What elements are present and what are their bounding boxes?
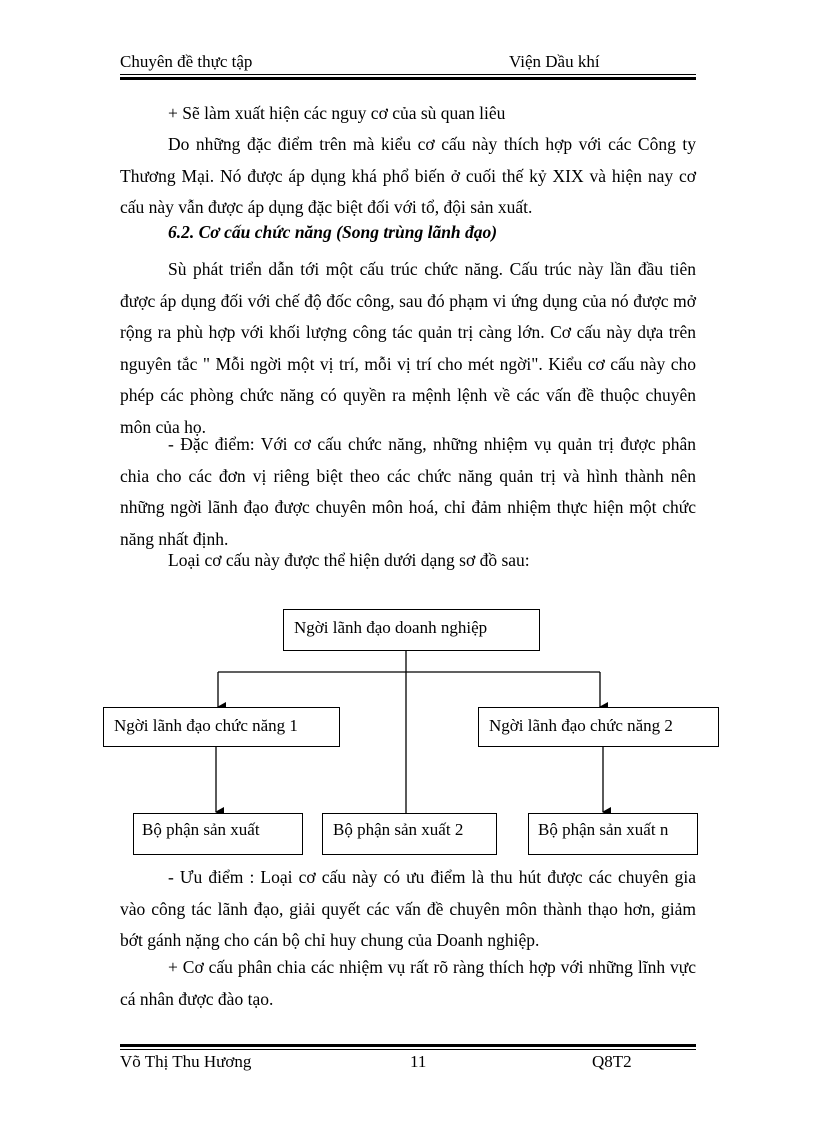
box-production-unit-n: Bộ phận sản xuất n [528,813,698,855]
footer-code: Q8T2 [592,1052,632,1071]
header-right: Viện Dầu khí [509,52,600,71]
footer-rule-thick [120,1044,696,1047]
box-enterprise-leader: Ngời lãnh đạo doanh nghiệp [283,609,540,651]
paragraph-1: + Sẽ làm xuất hiện các nguy cơ của sù quan liêu [168,103,506,123]
footer-rule-thin [120,1049,696,1050]
header-left: Chuyên đề thực tập [120,52,253,71]
paragraph-6: - Ưu điểm : Loại cơ cấu này có ưu điểm là thu hút được các chuyên gia vào công tác lãnh đạo, giải quyết các vấn đề chuyên môn thành thạo hơn, giảm bớt gánh nặng cho cán bộ chỉ huy chung của Doanh nghiệp. [120,867,696,950]
paragraph-5: Loại cơ cấu này được thể hiện dưới dạng sơ đồ sau: [168,550,530,570]
box-production-unit-1: Bộ phận sản xuất [133,813,303,855]
box-production-unit-2: Bộ phận sản xuất 2 [322,813,497,855]
paragraph-4: - Đặc điểm: Với cơ cấu chức năng, những nhiệm vụ quản trị được phân chia cho các đơn vị riêng biệt theo các chức năng quản trị và hình thành nên những ngời lãnh đạo được chuyên môn hoá, chỉ đảm nhiệm thực hiện một chức năng nhất định. [120,434,696,549]
paragraph-7: + Cơ cấu phân chia các nhiệm vụ rất rõ ràng thích hợp với những lĩnh vực cá nhân được đào tạo. [120,957,696,1009]
paragraph-3: Sù phát triển dẫn tới một cấu trúc chức năng. Cấu trúc này lần đầu tiên được áp dụng đối với chế độ đốc công, sau đó phạm vi ứng dụng của nó được mở rộng ra phù hợp với khối lượng công tác quản trị càng lớn. Cơ cấu này dựa trên nguyên tắc " Mỗi ngời một vị trí, mỗi vị trí cho mét ngời". Kiểu cơ cấu này cho phép các phòng chức năng có quyền ra mệnh lệnh về các vấn đề thuộc chuyên môn của họ. [120,259,696,437]
section-heading: 6.2. Cơ cấu chức năng (Song trùng lãnh đạo) [168,222,498,242]
page-number: 11 [410,1052,427,1071]
box-functional-leader-1: Ngời lãnh đạo chức năng 1 [103,707,340,747]
box-functional-leader-2: Ngời lãnh đạo chức năng 2 [478,707,719,747]
footer-author: Võ Thị Thu Hương [120,1052,252,1071]
paragraph-2: Do những đặc điểm trên mà kiểu cơ cấu này thích hợp với các Công ty Thương Mại. Nó được áp dụng khá phổ biến ở cuối thế kỷ XIX và hiện nay cơ cấu này vẫn được áp dụng đặc biệt đối với tổ, đội sản xuất. [120,134,696,217]
